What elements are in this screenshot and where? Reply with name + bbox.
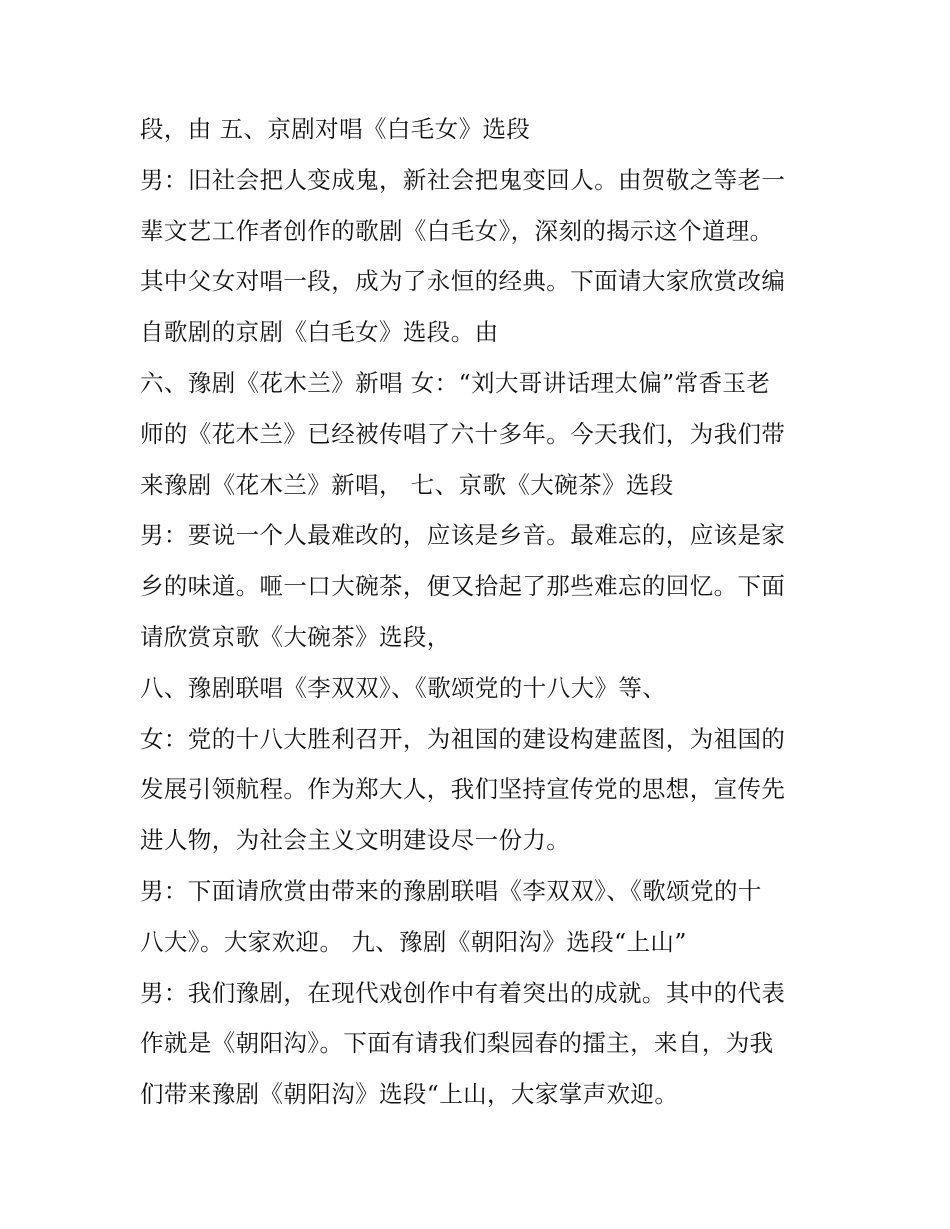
text-line: 进人物，为社会主义文明建设尽一份力。	[140, 826, 571, 855]
text-line: 男：要说一个人最难改的，应该是乡音。最难忘的，应该是家	[140, 521, 786, 550]
text-line: 们带来豫剧《朝阳沟》选段“上山，大家掌声欢迎。	[140, 1080, 679, 1109]
text-line: 辈文艺工作者创作的歌剧《白毛女》，深刻的揭示这个道理。	[140, 216, 774, 245]
text-line: 男：下面请欣赏由带来的豫剧联唱《李双双》、《歌颂党的十	[140, 876, 762, 905]
text-line: 男：我们豫剧，在现代戏创作中有着突出的成就。其中的代表	[140, 978, 786, 1007]
text-line: 请欣赏京歌《大碗茶》选段，	[140, 622, 451, 651]
document-body	[140, 110, 820, 1126]
text-line: 八大》。大家欢迎。 九、豫剧《朝阳沟》选段“上山”	[140, 927, 687, 956]
text-line: 师的《花木兰》已经被传唱了六十多年。今天我们，为我们带	[140, 419, 786, 448]
text-line: 发展引领航程。作为郑大人，我们坚持宣传党的思想，宣传先	[140, 775, 786, 804]
text-line: 其中父女对唱一段，成为了永恒的经典。下面请大家欣赏改编	[140, 267, 786, 296]
text-line: 乡的味道。咂一口大碗茶，便又拾起了那些难忘的回忆。下面	[140, 572, 786, 601]
text-line: 来豫剧《花木兰》新唱， 七、京歌《大碗茶》选段	[140, 470, 674, 499]
text-line: 六、豫剧《花木兰》新唱 女：“刘大哥讲话理太偏”常香玉老	[140, 368, 771, 397]
text-line: 八、豫剧联唱《李双双》、《歌颂党的十八大》等、	[140, 673, 667, 702]
text-line: 段，由 五、京剧对唱《白毛女》选段	[140, 115, 531, 143]
text-line: 女：党的十八大胜利召开，为祖国的建设构建蓝图，为祖国的	[140, 724, 786, 753]
text-line: 男：旧社会把人变成鬼，新社会把鬼变回人。由贺敬之等老一	[140, 165, 786, 194]
text-line: 作就是《朝阳沟》。下面有请我们梨园春的擂主，来自，为我	[140, 1029, 774, 1058]
text-line: 自歌剧的京剧《白毛女》选段。由	[140, 318, 499, 347]
